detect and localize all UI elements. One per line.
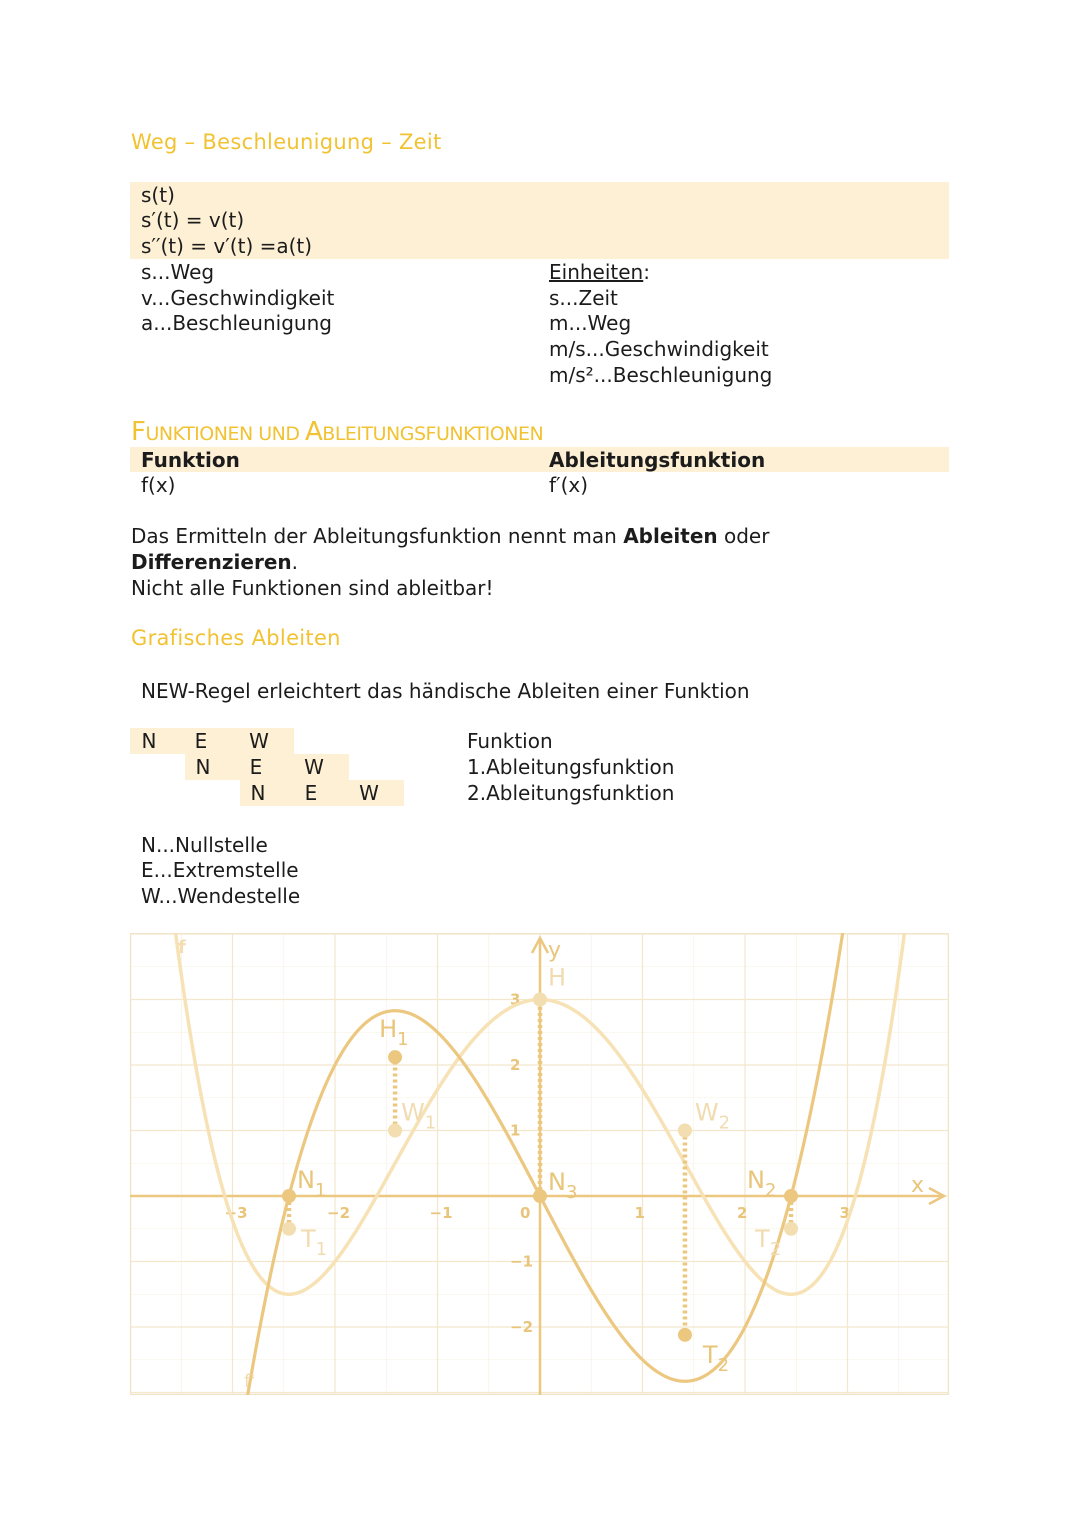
unit-weg: m...Weg	[549, 311, 632, 335]
point-label: $H_1$	[379, 1015, 409, 1051]
point-t2	[678, 1328, 692, 1342]
unit-beschleunigung: m/s²...Beschleunigung	[549, 363, 773, 387]
formula-a: s′′(t) = v′(t) =a(t)	[141, 234, 313, 258]
table-header-ableitung: Ableitungsfunktion	[549, 448, 766, 472]
section-title-funktionen	[131, 417, 543, 447]
new-r2-n: N	[195, 755, 211, 779]
point-t2	[784, 1222, 798, 1236]
x-axis-label: x	[911, 1173, 925, 1198]
section-title-grafisch: Grafisches Ableiten	[131, 626, 341, 650]
new-r2-e: E	[249, 755, 263, 779]
title-rest-2: BLEITUNGSFUNKTIONEN	[322, 423, 544, 445]
point-label: $W_2$	[694, 1098, 731, 1134]
y-tick-label: 3	[510, 990, 521, 1009]
def-weg: s...Weg	[141, 260, 215, 284]
table-header-highlight	[130, 447, 949, 472]
paragraph-text-2: oder	[717, 524, 770, 548]
y-tick-label: −2	[510, 1318, 534, 1336]
point-w2	[678, 1124, 692, 1138]
point-n2	[784, 1189, 798, 1203]
point-label: $T_2$	[755, 1224, 782, 1260]
paragraph-period: .	[291, 550, 298, 574]
new-r1-e: E	[194, 729, 208, 753]
y-axis-label: y	[548, 938, 562, 963]
units-colon: :	[643, 260, 650, 284]
y-tick-label: 1	[510, 1121, 521, 1140]
paragraph-line-3: Nicht alle Funktionen sind ableitbar!	[131, 576, 494, 600]
point-w1	[388, 1124, 402, 1138]
function-graph	[130, 933, 949, 1395]
paragraph-text-1: Das Ermitteln der Ableitungsfunktion nennt man	[131, 524, 624, 548]
units-label: Einheiten	[549, 260, 644, 284]
paragraph-line-1	[131, 523, 769, 549]
point-label-sub: 1	[314, 1180, 327, 1201]
table-cell-fpx: f′(x)	[549, 473, 589, 497]
paragraph-bold-differenzieren: Differenzieren	[131, 550, 292, 574]
title-rest-1: UNKTIONEN UND	[145, 423, 305, 445]
def-geschwindigkeit: v...Geschwindigkeit	[141, 286, 335, 310]
new-r1-n: N	[141, 729, 157, 753]
new-r3-w: W	[359, 781, 379, 805]
new-label-funktion: Funktion	[467, 729, 553, 753]
title-cap-a: A	[305, 417, 323, 447]
legend-extremstelle: E...Extremstelle	[141, 858, 299, 882]
y-tick-label: −1	[510, 1252, 534, 1271]
legend-nullstelle: N...Nullstelle	[141, 833, 268, 857]
formula-s: s(t)	[141, 183, 175, 207]
new-label-ableitung-1: 1.Ableitungsfunktion	[467, 755, 675, 779]
point-n1	[282, 1189, 296, 1203]
point-h	[533, 993, 547, 1007]
point-label: $T_2$	[702, 1340, 730, 1376]
point-label-sub: 3	[565, 1182, 578, 1203]
section-title-weg: Weg – Beschleunigung – Zeit	[131, 130, 442, 154]
x-tick-label: 1	[634, 1204, 645, 1222]
x-tick-label: −3	[224, 1204, 248, 1222]
units-heading	[549, 259, 650, 285]
point-label-sub: 1	[424, 1112, 437, 1134]
new-label-ableitung-2: 2.Ableitungsfunktion	[467, 781, 675, 805]
new-rule-intro: NEW-Regel erleichtert das händische Ableiten einer Funktion	[141, 679, 750, 703]
new-r2-w: W	[304, 755, 324, 779]
paragraph-bold-ableiten: Ableiten	[623, 524, 718, 548]
unit-zeit: s...Zeit	[549, 286, 618, 310]
y-tick-label: 2	[510, 1056, 521, 1074]
point-label: $T_1$	[300, 1224, 328, 1260]
x-tick-label: −1	[429, 1204, 453, 1222]
point-label-sub: 2	[764, 1180, 777, 1201]
curve-label-f: f	[178, 937, 186, 958]
new-r3-e: E	[304, 781, 318, 805]
point-label-sub: 1	[315, 1238, 328, 1260]
point-label-sub: 2	[717, 1354, 730, 1376]
point-label: $N_3$	[548, 1168, 578, 1203]
point-label: $N_1$	[296, 1166, 327, 1201]
title-cap-f: F	[131, 417, 146, 447]
unit-geschwindigkeit: m/s...Geschwindigkeit	[549, 337, 769, 361]
table-cell-fx: f(x)	[141, 473, 176, 497]
paragraph-line-2	[131, 549, 298, 575]
point-h1	[388, 1050, 402, 1064]
x-tick-label: 0	[520, 1204, 531, 1222]
point-label: $W_1$	[401, 1098, 437, 1134]
point-label-sub: 2	[718, 1112, 731, 1134]
point-label: $N_2$	[747, 1166, 777, 1201]
table-header-funktion: Funktion	[141, 448, 240, 472]
x-tick-label: 3	[839, 1204, 850, 1222]
curve-label-f-prime: f'	[244, 1371, 256, 1392]
point-label-sub: 1	[397, 1029, 409, 1051]
formula-v: s′(t) = v(t)	[141, 208, 245, 232]
legend-wendestelle: W...Wendestelle	[141, 884, 301, 908]
point-t1	[282, 1222, 296, 1236]
x-tick-label: −2	[327, 1204, 351, 1222]
new-r1-w: W	[249, 729, 269, 753]
point-n3	[533, 1189, 547, 1203]
def-beschleunigung: a...Beschleunigung	[141, 311, 332, 335]
point-label: H	[548, 963, 567, 992]
x-tick-label: 2	[737, 1204, 748, 1222]
point-label-sub: 2	[769, 1238, 782, 1260]
new-r3-n: N	[250, 781, 266, 805]
